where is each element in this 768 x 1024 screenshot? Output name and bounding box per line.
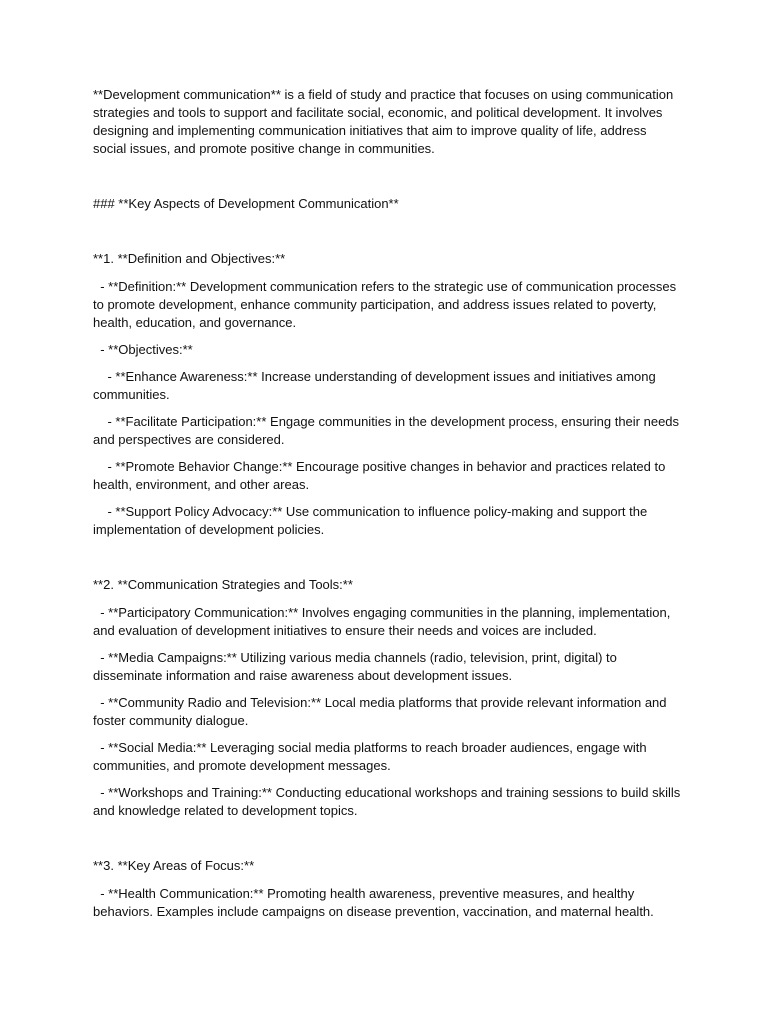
health-communication-item: - **Health Communication:** Promoting health awareness, preventive measures, and healthy behaviors. Examples include campaigns on disease prevention, vaccination, and maternal health. (93, 886, 654, 919)
section-1-heading: **1. **Definition and Objectives:** (93, 251, 286, 266)
section-heading: ### **Key Aspects of Development Communication** (93, 196, 399, 211)
workshops-training-item: - **Workshops and Training:** Conducting educational workshops and training sessions to build skills and knowledge related to development topics. (93, 785, 684, 818)
promote-behavior-change-item: - **Promote Behavior Change:** Encourage positive changes in behavior and practices related to health, environment, and other areas. (93, 459, 669, 492)
definition-item: - **Definition:** Development communication refers to the strategic use of communication processes to promote development, enhance community participation, and address issues related to poverty, health, education, and governance. (93, 279, 680, 330)
enhance-awareness-item: - **Enhance Awareness:** Increase understanding of development issues and initiatives among communities. (93, 369, 660, 402)
section-3-heading: **3. **Key Areas of Focus:** (93, 858, 255, 873)
section-2-heading: **2. **Communication Strategies and Tools:** (93, 577, 353, 592)
support-policy-advocacy-item: - **Support Policy Advocacy:** Use communication to influence policy-making and support the implementation of development policies. (93, 504, 651, 537)
document-page (93, 86, 683, 930)
participatory-communication-item: - **Participatory Communication:** Involves engaging communities in the planning, implementation, and evaluation of development initiatives to ensure their needs and voices are included. (93, 605, 674, 638)
media-campaigns-item: - **Media Campaigns:** Utilizing various media channels (radio, television, print, digital) to disseminate information and raise awareness about development issues. (93, 650, 621, 683)
facilitate-participation-item: - **Facilitate Participation:** Engage communities in the development process, ensuring their needs and perspectives are considered. (93, 414, 683, 447)
community-radio-item: - **Community Radio and Television:** Local media platforms that provide relevant information and foster community dialogue. (93, 695, 671, 728)
objectives-item: - **Objectives:** (93, 342, 193, 357)
intro-paragraph: **Development communication** is a field of study and practice that focuses on using communication strategies and tools to support and facilitate social, economic, and political development. It involves designing and implementing communication initiatives that aim to improve quality of life, address social issues, and promote positive change in communities. (93, 87, 677, 156)
social-media-item: - **Social Media:** Leveraging social media platforms to reach broader audiences, engage with communities, and promote development messages. (93, 740, 651, 773)
